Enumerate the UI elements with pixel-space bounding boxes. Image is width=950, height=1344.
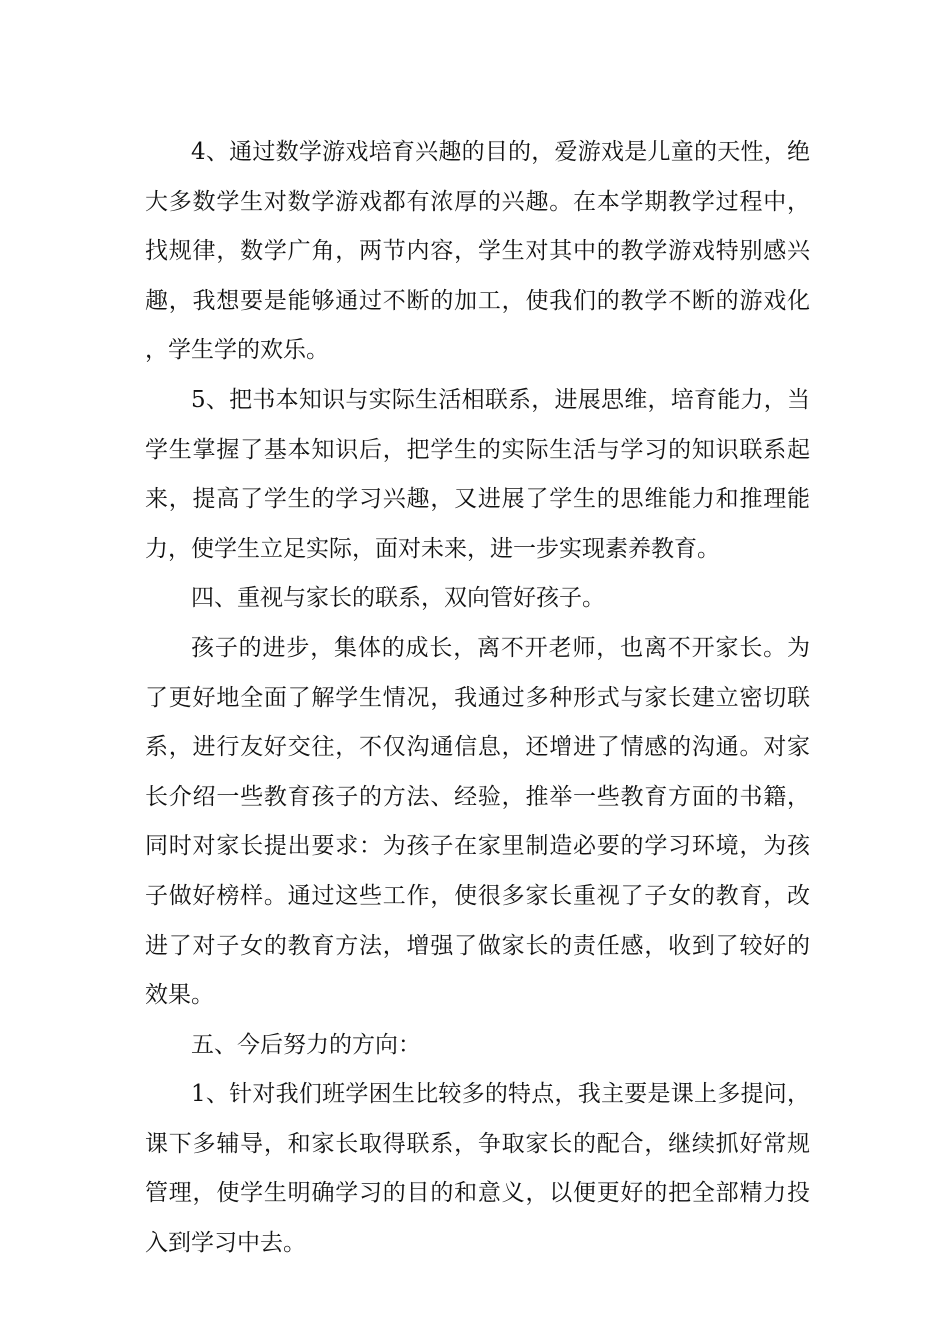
paragraph-struggling-students: 1、针对我们班学困生比较多的特点，我主要是课上多提问，课下多辅导，和家长取得联系，争取家长的配合，继续抓好常规管理，使学生明确学习的目的和意义，以便更好的把全部精力投入到学习中去。 — [145, 1081, 810, 1257]
paragraph-game-interest: 4、通过数学游戏培育兴趣的目的，爱游戏是儿童的天性，绝大多数学生对数学游戏都有浓厚的兴趣。在本学期教学过程中，找规律，数学广角，两节内容，学生对其中的教学游戏特别感兴趣，我想要是能够通过不断的加工，使我们的教学不断的游戏化，学生学的欢乐。 — [145, 139, 810, 364]
document-body — [145, 128, 810, 1269]
section-heading-future: 五、今后努力的方向： — [191, 1031, 421, 1058]
paragraph-parents: 孩子的进步，集体的成长，离不开老师，也离不开家长。为了更好地全面了解学生情况，我通过多种形式与家长建立密切联系，进行友好交往，不仅沟通信息，还增进了情感的沟通。对家长介绍一些教育孩子的方法、经验，推举一些教育方面的书籍，同时对家长提出要求：为孩子在家里制造必要的学习环境，为孩子做好榜样。通过这些工作，使很多家长重视了子女的教育，改进了对子女的教育方法，增强了做家长的责任感，收到了较好的效果。 — [145, 634, 810, 1009]
paragraph-real-life: 5、把书本知识与实际生活相联系，进展思维，培育能力，当学生掌握了基本知识后，把学生的实际生活与学习的知识联系起来，提高了学生的学习兴趣，又进展了学生的思维能力和推理能力，使学生立足实际，面对未来，进一步实现素养教育。 — [145, 386, 810, 562]
section-heading-parents: 四、重视与家长的联系，双向管好孩子。 — [191, 585, 605, 612]
